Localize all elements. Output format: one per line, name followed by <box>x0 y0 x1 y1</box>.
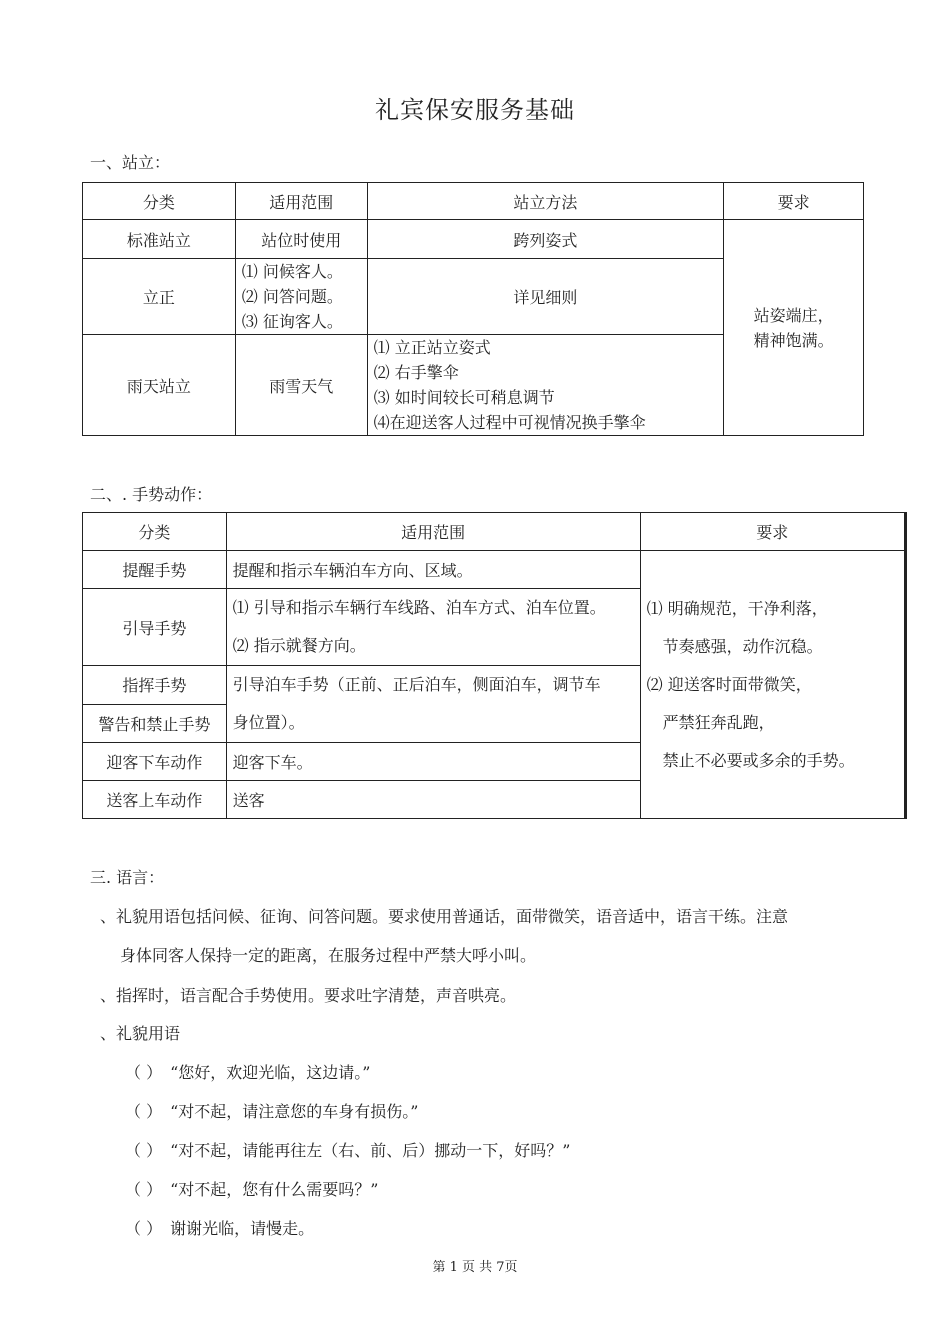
requirement-line: 禁止不必要或多余的手势。 <box>646 750 855 770</box>
row-method: 跨列姿式 <box>367 220 724 259</box>
row-scope <box>226 589 640 666</box>
row-scope: 送客 <box>226 781 640 819</box>
section1-heading: 一、站立： <box>90 153 171 172</box>
row-category: 标准站立 <box>83 220 236 259</box>
row-scope: 迎客下车。 <box>226 743 640 781</box>
polite-phrase: （ ） “您好，欢迎光临，这边请。” <box>125 1063 371 1082</box>
row-category: 提醒手势 <box>83 551 227 589</box>
row-category: 警告和禁止手势 <box>83 704 227 743</box>
standing-table <box>82 182 864 436</box>
header-method: 站立方法 <box>367 183 724 220</box>
gesture-table <box>82 512 907 819</box>
section3-heading: 三. 语言： <box>90 868 165 887</box>
header-requirement: 要求 <box>724 183 864 220</box>
header-scope: 适用范围 <box>226 513 640 551</box>
row-scope <box>235 259 367 335</box>
row-method <box>367 335 724 436</box>
polite-phrase: （ ） “对不起，您有什么需要吗？” <box>125 1180 379 1199</box>
header-category: 分类 <box>83 513 227 551</box>
scope-line: ⑴ 引导和指示车辆行车线路、泊车方式、泊车位置。 <box>232 598 606 617</box>
requirement-line: 精神饱满。 <box>753 330 834 350</box>
row-scope <box>226 666 640 743</box>
header-scope: 适用范围 <box>235 183 367 220</box>
header-category: 分类 <box>83 183 236 220</box>
scope-line: ⑵ 指示就餐方向。 <box>232 636 366 655</box>
requirement-line: ⑴ 明确规范，干净利落， <box>646 598 828 618</box>
method-line: ⑵ 右手擎伞 <box>373 363 459 382</box>
polite-phrase: （ ） “对不起，请能再往左（右、前、后）挪动一下，好吗？” <box>125 1141 571 1160</box>
row-category: 指挥手势 <box>83 666 227 705</box>
language-item: 、礼貌用语 <box>100 1024 181 1043</box>
header-requirement: 要求 <box>640 513 905 551</box>
row-scope: 站位时使用 <box>235 220 367 259</box>
requirement-line: 严禁狂奔乱跑， <box>646 712 775 732</box>
scope-line: ⑶ 征询客人。 <box>241 312 343 331</box>
page-footer: 第 1 页 共 7页 <box>432 1260 518 1275</box>
row-category: 迎客下车动作 <box>83 743 227 781</box>
row-category: 立正 <box>83 259 236 335</box>
language-item: 、礼貌用语包括问候、征询、问答问题。要求使用普通话，面带微笑，语音适中，语言干练。注意 <box>100 907 789 926</box>
polite-phrase: （ ） 谢谢光临，请慢走。 <box>125 1219 315 1238</box>
requirement-line: 站姿端庄， <box>753 305 834 325</box>
row-scope: 雨雪天气 <box>235 335 367 436</box>
requirement-cell <box>640 551 905 819</box>
row-category: 送客上车动作 <box>83 781 227 819</box>
requirement-cell <box>724 220 864 436</box>
page-title: 礼宾保安服务基础 <box>375 96 575 124</box>
polite-phrase: （ ） “对不起，请注意您的车身有损伤。” <box>125 1102 419 1121</box>
section2-heading: 二、. 手势动作： <box>90 485 213 504</box>
method-line: ⑷在迎送客人过程中可视情况换手擎伞 <box>373 413 646 432</box>
row-category: 雨天站立 <box>83 335 236 436</box>
language-item-continuation: 身体同客人保持一定的距离，在服务过程中严禁大呼小叫。 <box>120 946 537 965</box>
method-line: ⑶ 如时间较长可稍息调节 <box>373 388 555 407</box>
scope-line: 身位置）。 <box>232 713 305 732</box>
row-category: 引导手势 <box>83 589 227 666</box>
scope-line: 引导泊车手势（正前、正后泊车，侧面泊车，调节车 <box>232 675 601 694</box>
scope-line: ⑴ 问候客人。 <box>241 262 343 281</box>
row-scope: 提醒和指示车辆泊车方向、区域。 <box>226 551 640 589</box>
scope-line: ⑵ 问答问题。 <box>241 287 343 306</box>
language-item: 、指挥时，语言配合手势使用。要求吐字清楚，声音哄亮。 <box>100 986 517 1005</box>
row-method: 详见细则 <box>367 259 724 335</box>
requirement-line: ⑵ 迎送客时面带微笑， <box>646 674 812 694</box>
method-line: ⑴ 立正站立姿式 <box>373 338 491 357</box>
requirement-line: 节奏感强，动作沉稳。 <box>646 636 823 656</box>
